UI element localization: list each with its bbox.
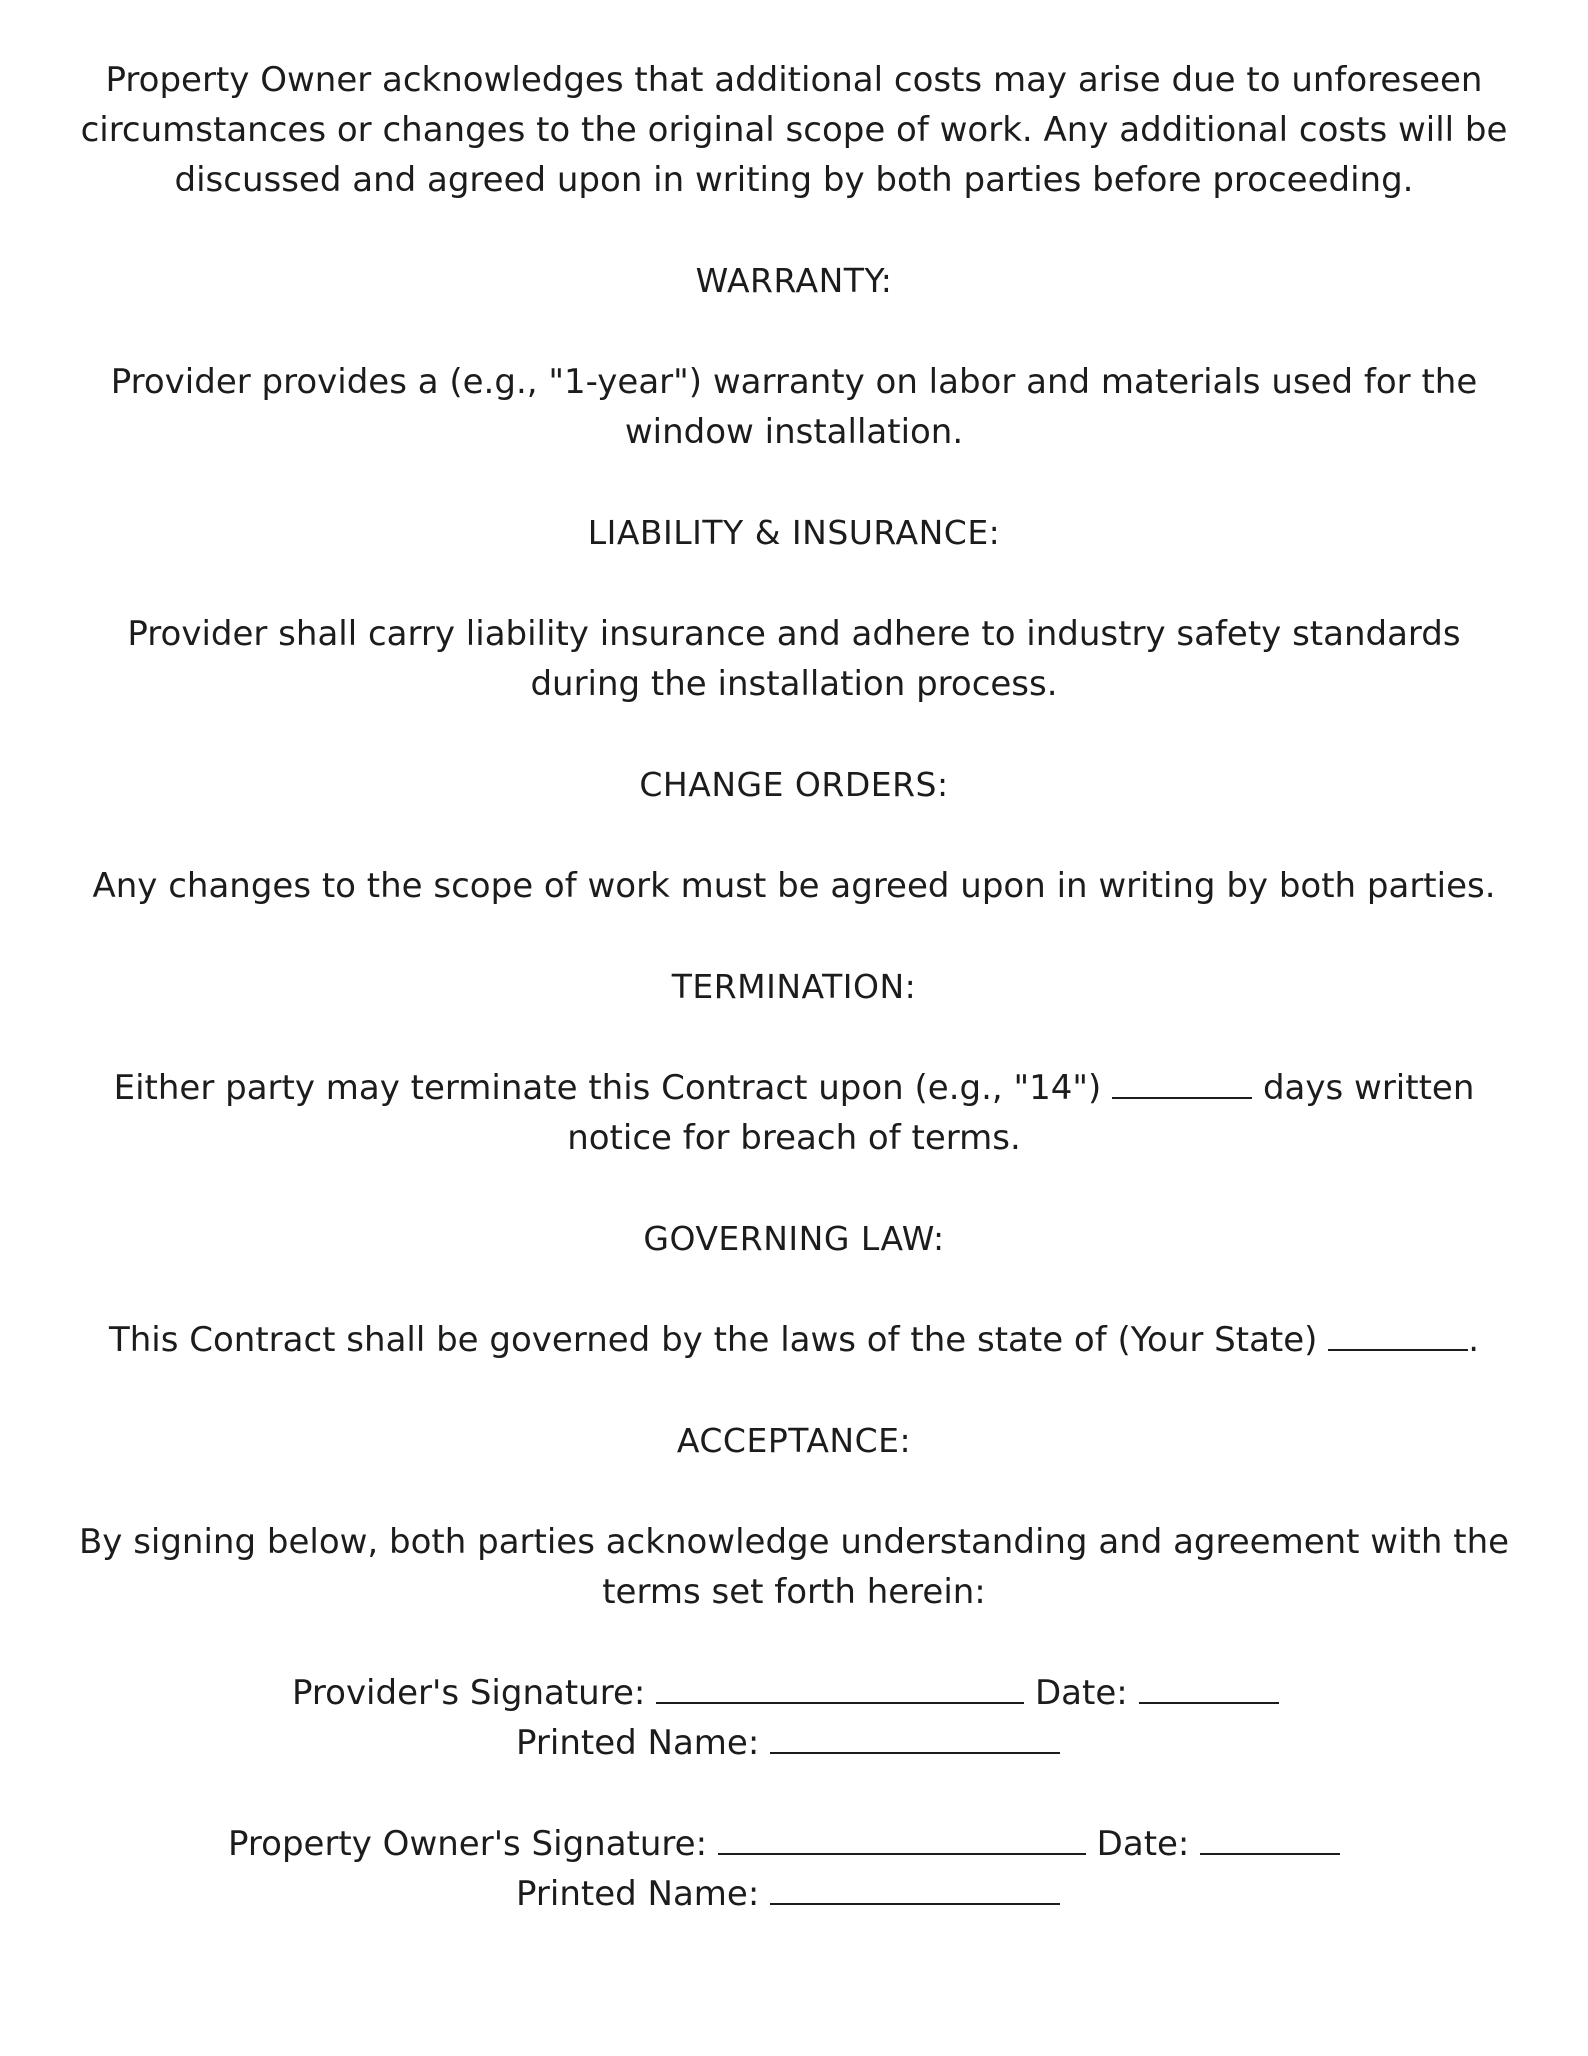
warranty-heading: WARRANTY: — [695, 261, 893, 300]
warranty-line-2: window installation. — [624, 412, 964, 452]
owner-signature-row — [228, 1819, 1340, 1869]
owner-date-blank[interactable] — [1200, 1823, 1340, 1855]
provider-date-blank[interactable] — [1139, 1672, 1279, 1704]
acceptance-heading: ACCEPTANCE: — [676, 1421, 912, 1460]
governing-law-line-1 — [40, 1315, 1548, 1365]
intro-line-3: discussed and agreed upon in writing by both parties before proceeding. — [174, 160, 1414, 200]
intro-line-1: Property Owner acknowledges that additional costs may arise due to unforeseen — [105, 60, 1483, 100]
provider-printed-name-blank[interactable] — [770, 1722, 1060, 1754]
owner-printed-name-label: Printed Name: — [516, 1874, 760, 1914]
provider-printed-name-row — [516, 1718, 1060, 1768]
warranty-line-1: Provider provides a (e.g., "1-year") warranty on labor and materials used for the — [110, 362, 1478, 402]
governing-law-text: This Contract shall be governed by the laws of the state of (Your State) — [108, 1320, 1318, 1360]
change-orders-line-1: Any changes to the scope of work must be agreed upon in writing by both parties. — [92, 866, 1496, 906]
liability-line-2: during the installation process. — [530, 664, 1058, 704]
owner-printed-name-blank[interactable] — [770, 1873, 1060, 1905]
governing-law-heading: GOVERNING LAW: — [643, 1219, 945, 1258]
termination-heading: TERMINATION: — [671, 967, 917, 1006]
governing-law-period: . — [1468, 1320, 1480, 1360]
owner-signature-blank[interactable] — [718, 1823, 1086, 1855]
acceptance-line-2: terms set forth herein: — [602, 1572, 986, 1612]
termination-text-before: Either party may terminate this Contract upon (e.g., "14") — [113, 1068, 1102, 1108]
termination-line-1 — [40, 1063, 1548, 1113]
liability-heading: LIABILITY & INSURANCE: — [587, 513, 1001, 552]
liability-line-1: Provider shall carry liability insurance and adhere to industry safety standards — [127, 614, 1461, 654]
provider-signature-blank[interactable] — [656, 1672, 1024, 1704]
change-orders-heading: CHANGE ORDERS: — [639, 765, 949, 804]
owner-signature-label: Property Owner's Signature: — [228, 1824, 708, 1864]
state-blank[interactable] — [1328, 1319, 1468, 1351]
termination-text-after: days written — [1262, 1068, 1475, 1108]
provider-signature-row — [292, 1668, 1279, 1718]
termination-line-2: notice for breach of terms. — [567, 1118, 1021, 1158]
acceptance-line-1: By signing below, both parties acknowledge understanding and agreement with the — [78, 1522, 1510, 1562]
intro-line-2: circumstances or changes to the original scope of work. Any additional costs will be — [80, 110, 1508, 150]
provider-signature-label: Provider's Signature: — [292, 1673, 646, 1713]
provider-date-label: Date: — [1034, 1673, 1128, 1713]
owner-date-label: Date: — [1096, 1824, 1190, 1864]
provider-printed-name-label: Printed Name: — [516, 1723, 760, 1763]
termination-days-blank[interactable] — [1112, 1067, 1252, 1099]
owner-printed-name-row — [516, 1869, 1060, 1919]
